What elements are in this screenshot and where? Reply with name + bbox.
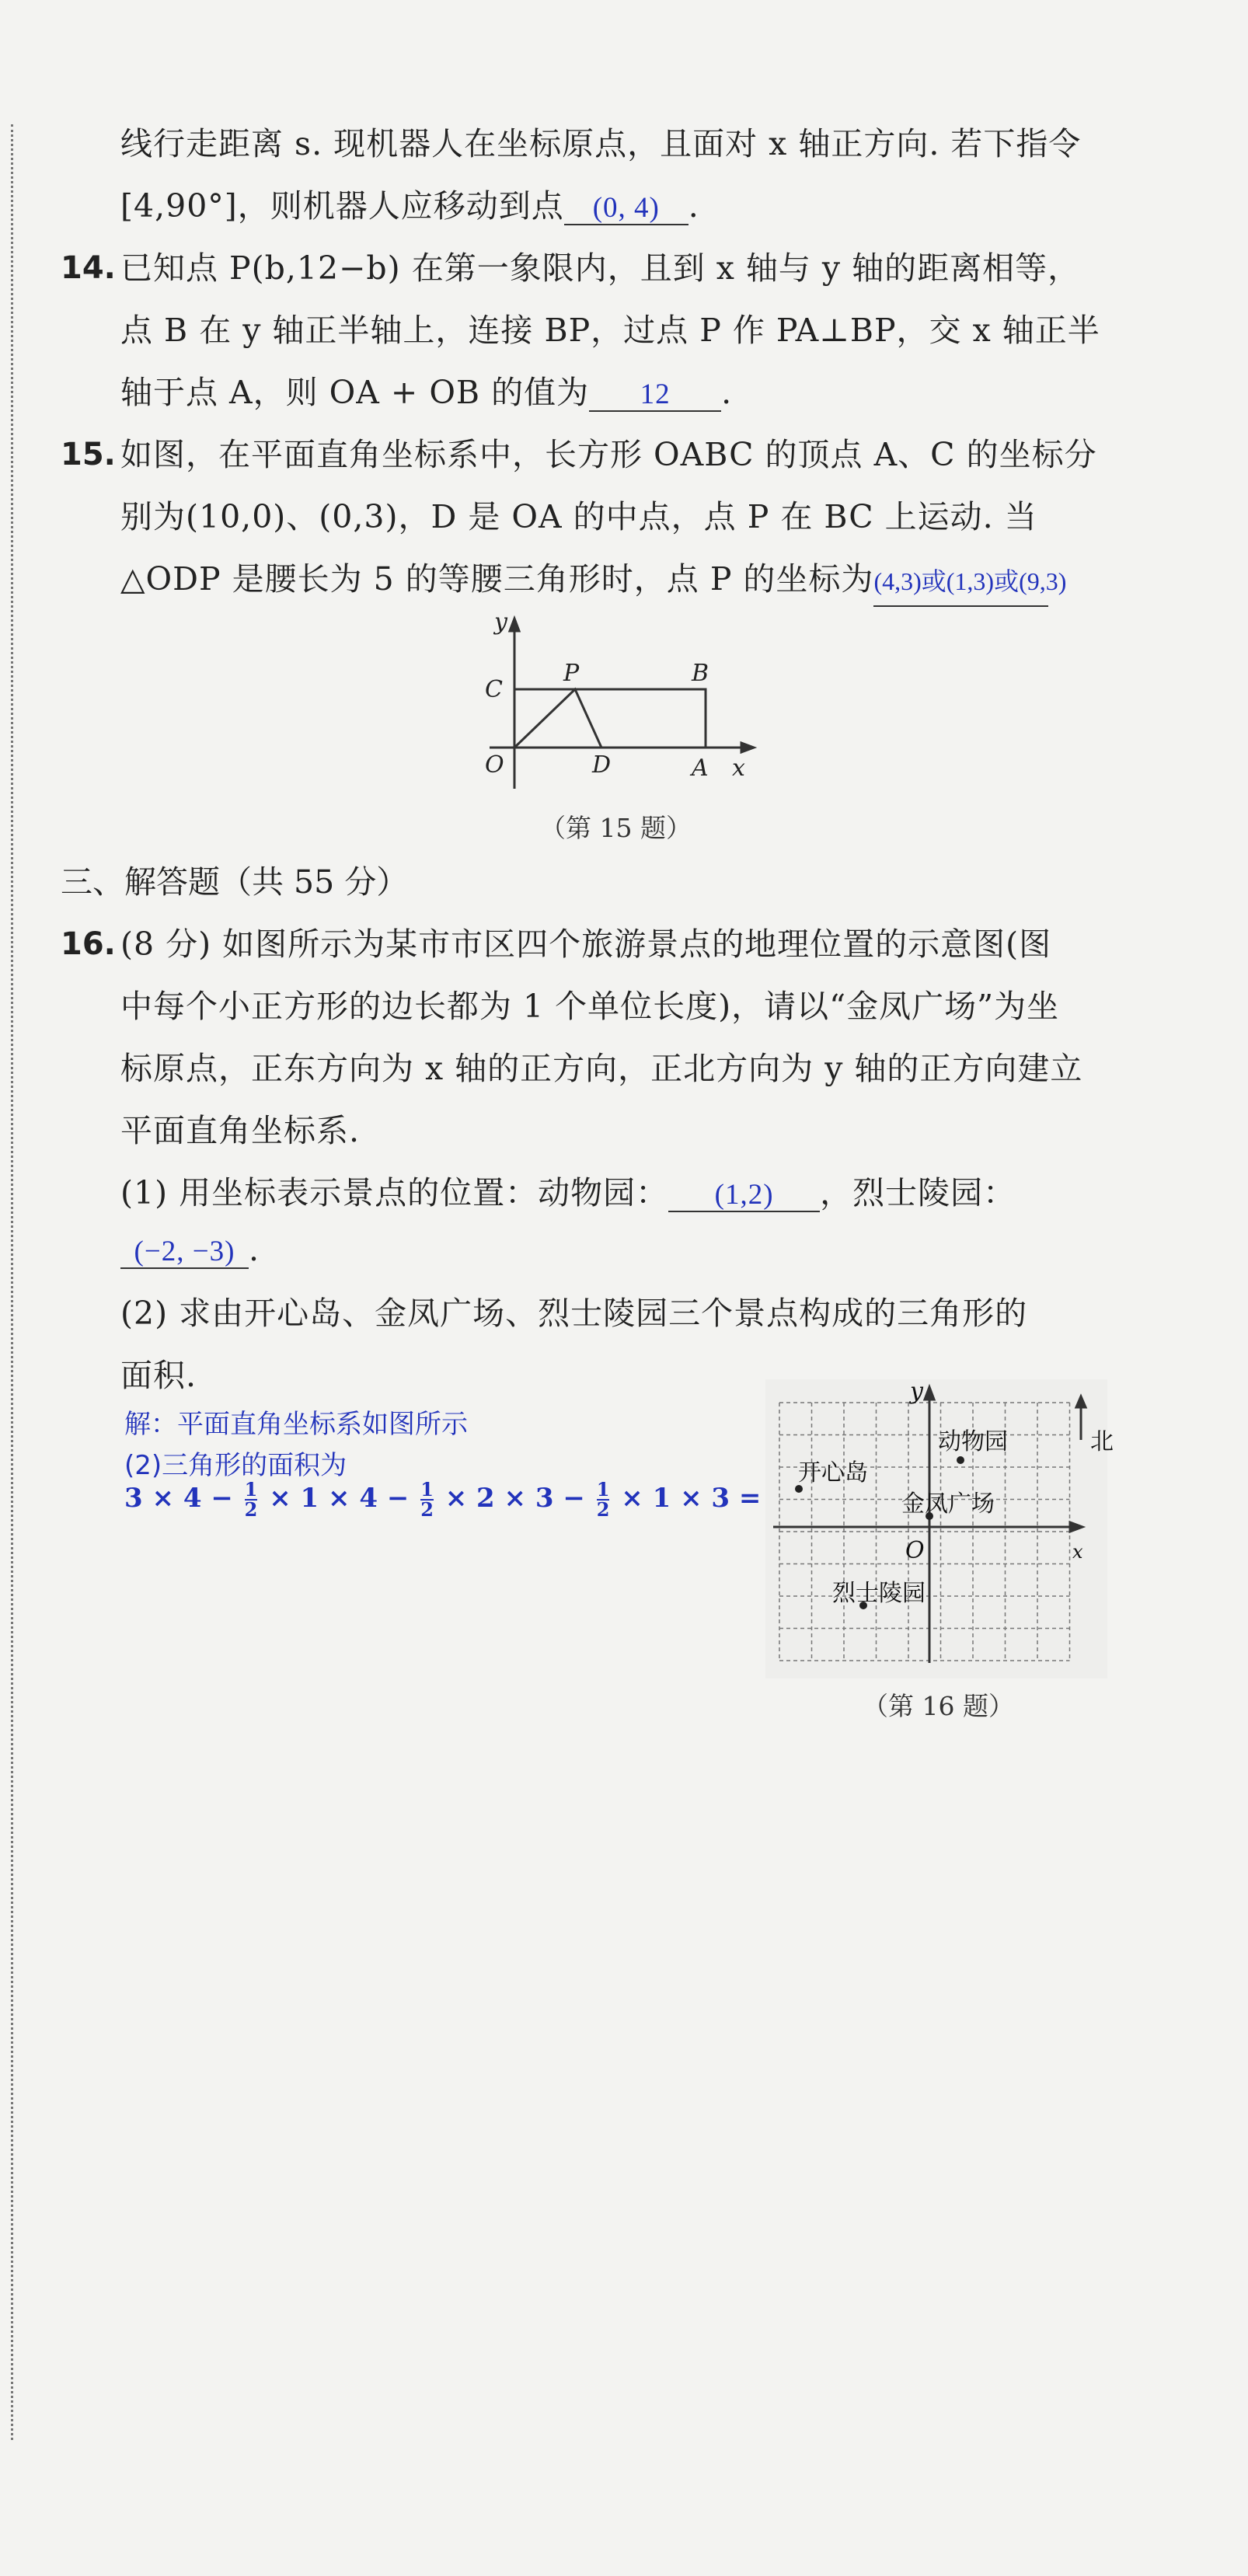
expr-term-3: × 2 × 3 −	[444, 1483, 585, 1514]
q16-line-1: (8 分) 如图所示为某市市区四个旅游景点的地理位置的示意图(图	[120, 925, 1052, 963]
figure-15	[458, 608, 769, 800]
fig15-label-C: C	[485, 676, 503, 703]
fraction-1-num: 1	[244, 1478, 258, 1501]
q15-answer: (4,3)或(1,3)或(9,3)	[873, 567, 1067, 595]
q16-part-2-line-1: (2) 求由开心岛、金凤广场、烈士陵园三个景点构成的三角形的	[120, 1295, 1028, 1332]
q16-line-4: 平面直角坐标系.	[120, 1112, 361, 1149]
q15-answer-blank[interactable]	[873, 566, 1067, 607]
q13-period: .	[688, 187, 699, 225]
q15-number: 15.	[61, 437, 116, 472]
expr-term-1: 3 × 4 −	[124, 1483, 233, 1514]
q13-answer-blank[interactable]	[564, 190, 688, 225]
fig15-x-arrow	[741, 743, 754, 752]
q16-number: 16.	[61, 926, 116, 962]
fraction-3-num: 1	[596, 1478, 610, 1501]
section-3-title: 三、解答题（共 55 分）	[61, 863, 409, 901]
q15-line-1: 如图，在平面直角坐标系中，长方形 OABC 的顶点 A、C 的坐标分	[120, 436, 1097, 473]
fraction-2-num: 1	[420, 1478, 434, 1501]
fig16-label-plaza: 金凤广场	[901, 1490, 995, 1518]
fig15-y-arrow	[510, 619, 519, 631]
fig15-label-O: O	[485, 751, 504, 779]
q16-part-1	[120, 1169, 1016, 1216]
solution-expression	[124, 1480, 801, 1519]
q13-text: [4,90°]，则机器人应移动到点	[120, 187, 564, 225]
fraction-3-den: 2	[596, 1498, 610, 1521]
q14-line-2: 点 B 在 y 轴正半轴上，连接 BP，过点 P 作 PA⊥BP，交 x 轴正半	[120, 312, 1100, 349]
q15-line-3	[120, 556, 1067, 607]
q16-part1-mid: ，烈士陵园：	[820, 1174, 1016, 1211]
fig15-label-B: B	[692, 660, 709, 687]
fig16-label-x: x	[1072, 1541, 1083, 1563]
margin-dotted-line	[11, 124, 13, 2440]
q14-period: .	[721, 374, 733, 411]
expr-term-4: × 1 × 3 =	[621, 1483, 762, 1514]
q15-line-2: 别为(10,0)、(0,3)，D 是 OA 的中点，点 P 在 BC 上运动. 当	[120, 498, 1037, 535]
fig16-label-O: O	[905, 1537, 925, 1564]
figure-15-caption: （第 15 题）	[540, 813, 692, 843]
fraction-1-den: 2	[244, 1498, 258, 1521]
q14-line-3	[120, 369, 732, 416]
fraction-2	[420, 1480, 434, 1519]
q14-answer: 12	[640, 378, 671, 410]
q13-line-2	[120, 183, 699, 229]
fraction-3	[597, 1480, 610, 1519]
q16-answer-2: (−2, −3)	[134, 1236, 235, 1267]
q16-line-3: 标原点，正东方向为 x 轴的正方向，正北方向为 y 轴的正方向建立	[120, 1050, 1083, 1087]
q16-answer-1: (1,2)	[714, 1179, 774, 1211]
q16-answer2-blank[interactable]	[120, 1234, 249, 1269]
fig15-label-y: y	[494, 608, 507, 636]
q13-line-1: 线行走距离 s. 现机器人在坐标原点，且面对 x 轴正方向. 若下指令	[120, 125, 1082, 162]
figure-16-caption: （第 16 题）	[863, 1691, 1014, 1721]
fig16-label-island: 开心岛	[798, 1459, 868, 1487]
q16-part-1-cont	[120, 1226, 260, 1273]
q15-text: △ODP 是腰长为 5 的等腰三角形时，点 P 的坐标为	[120, 560, 874, 598]
fraction-1	[245, 1480, 258, 1519]
solution-line-2: (2)三角形的面积为	[124, 1450, 347, 1481]
fig15-label-x: x	[732, 755, 745, 782]
q16-part1-text: (1) 用坐标表示景点的位置：动物园：	[120, 1174, 669, 1211]
fig15-label-A: A	[692, 755, 709, 782]
q14-answer-blank[interactable]	[589, 377, 721, 412]
q16-part-2-line-2: 面积.	[120, 1357, 197, 1394]
fig16-label-cemetery: 烈士陵园	[832, 1580, 926, 1607]
q16-part1-period: .	[249, 1231, 260, 1268]
fig16-background	[765, 1379, 1107, 1678]
q16-line-2: 中每个小正方形的边长都为 1 个单位长度)，请以“金凤广场”为坐	[120, 988, 1060, 1025]
q14-line-1: 已知点 P(b,12−b) 在第一象限内，且到 x 轴与 y 轴的距离相等，	[120, 249, 1081, 287]
fig16-point-zoo	[957, 1456, 964, 1464]
fig16-label-north: 北	[1090, 1428, 1114, 1455]
q14-number: 14.	[61, 250, 116, 286]
fraction-2-den: 2	[420, 1498, 434, 1521]
fig15-label-P: P	[563, 660, 580, 687]
q13-answer: (0, 4)	[592, 192, 660, 224]
q16-answer1-blank[interactable]	[668, 1177, 820, 1212]
figure-16	[765, 1378, 1114, 1678]
fig15-label-D: D	[592, 751, 612, 779]
fig16-label-zoo: 动物园	[938, 1428, 1008, 1455]
solution-line-1: 解：平面直角坐标系如图所示	[124, 1409, 468, 1440]
fig16-label-y: y	[910, 1378, 923, 1405]
q14-text: 轴于点 A，则 OA + OB 的值为	[120, 374, 590, 411]
expr-term-2: × 1 × 4 −	[269, 1483, 410, 1514]
fig15-triangle	[514, 689, 601, 748]
